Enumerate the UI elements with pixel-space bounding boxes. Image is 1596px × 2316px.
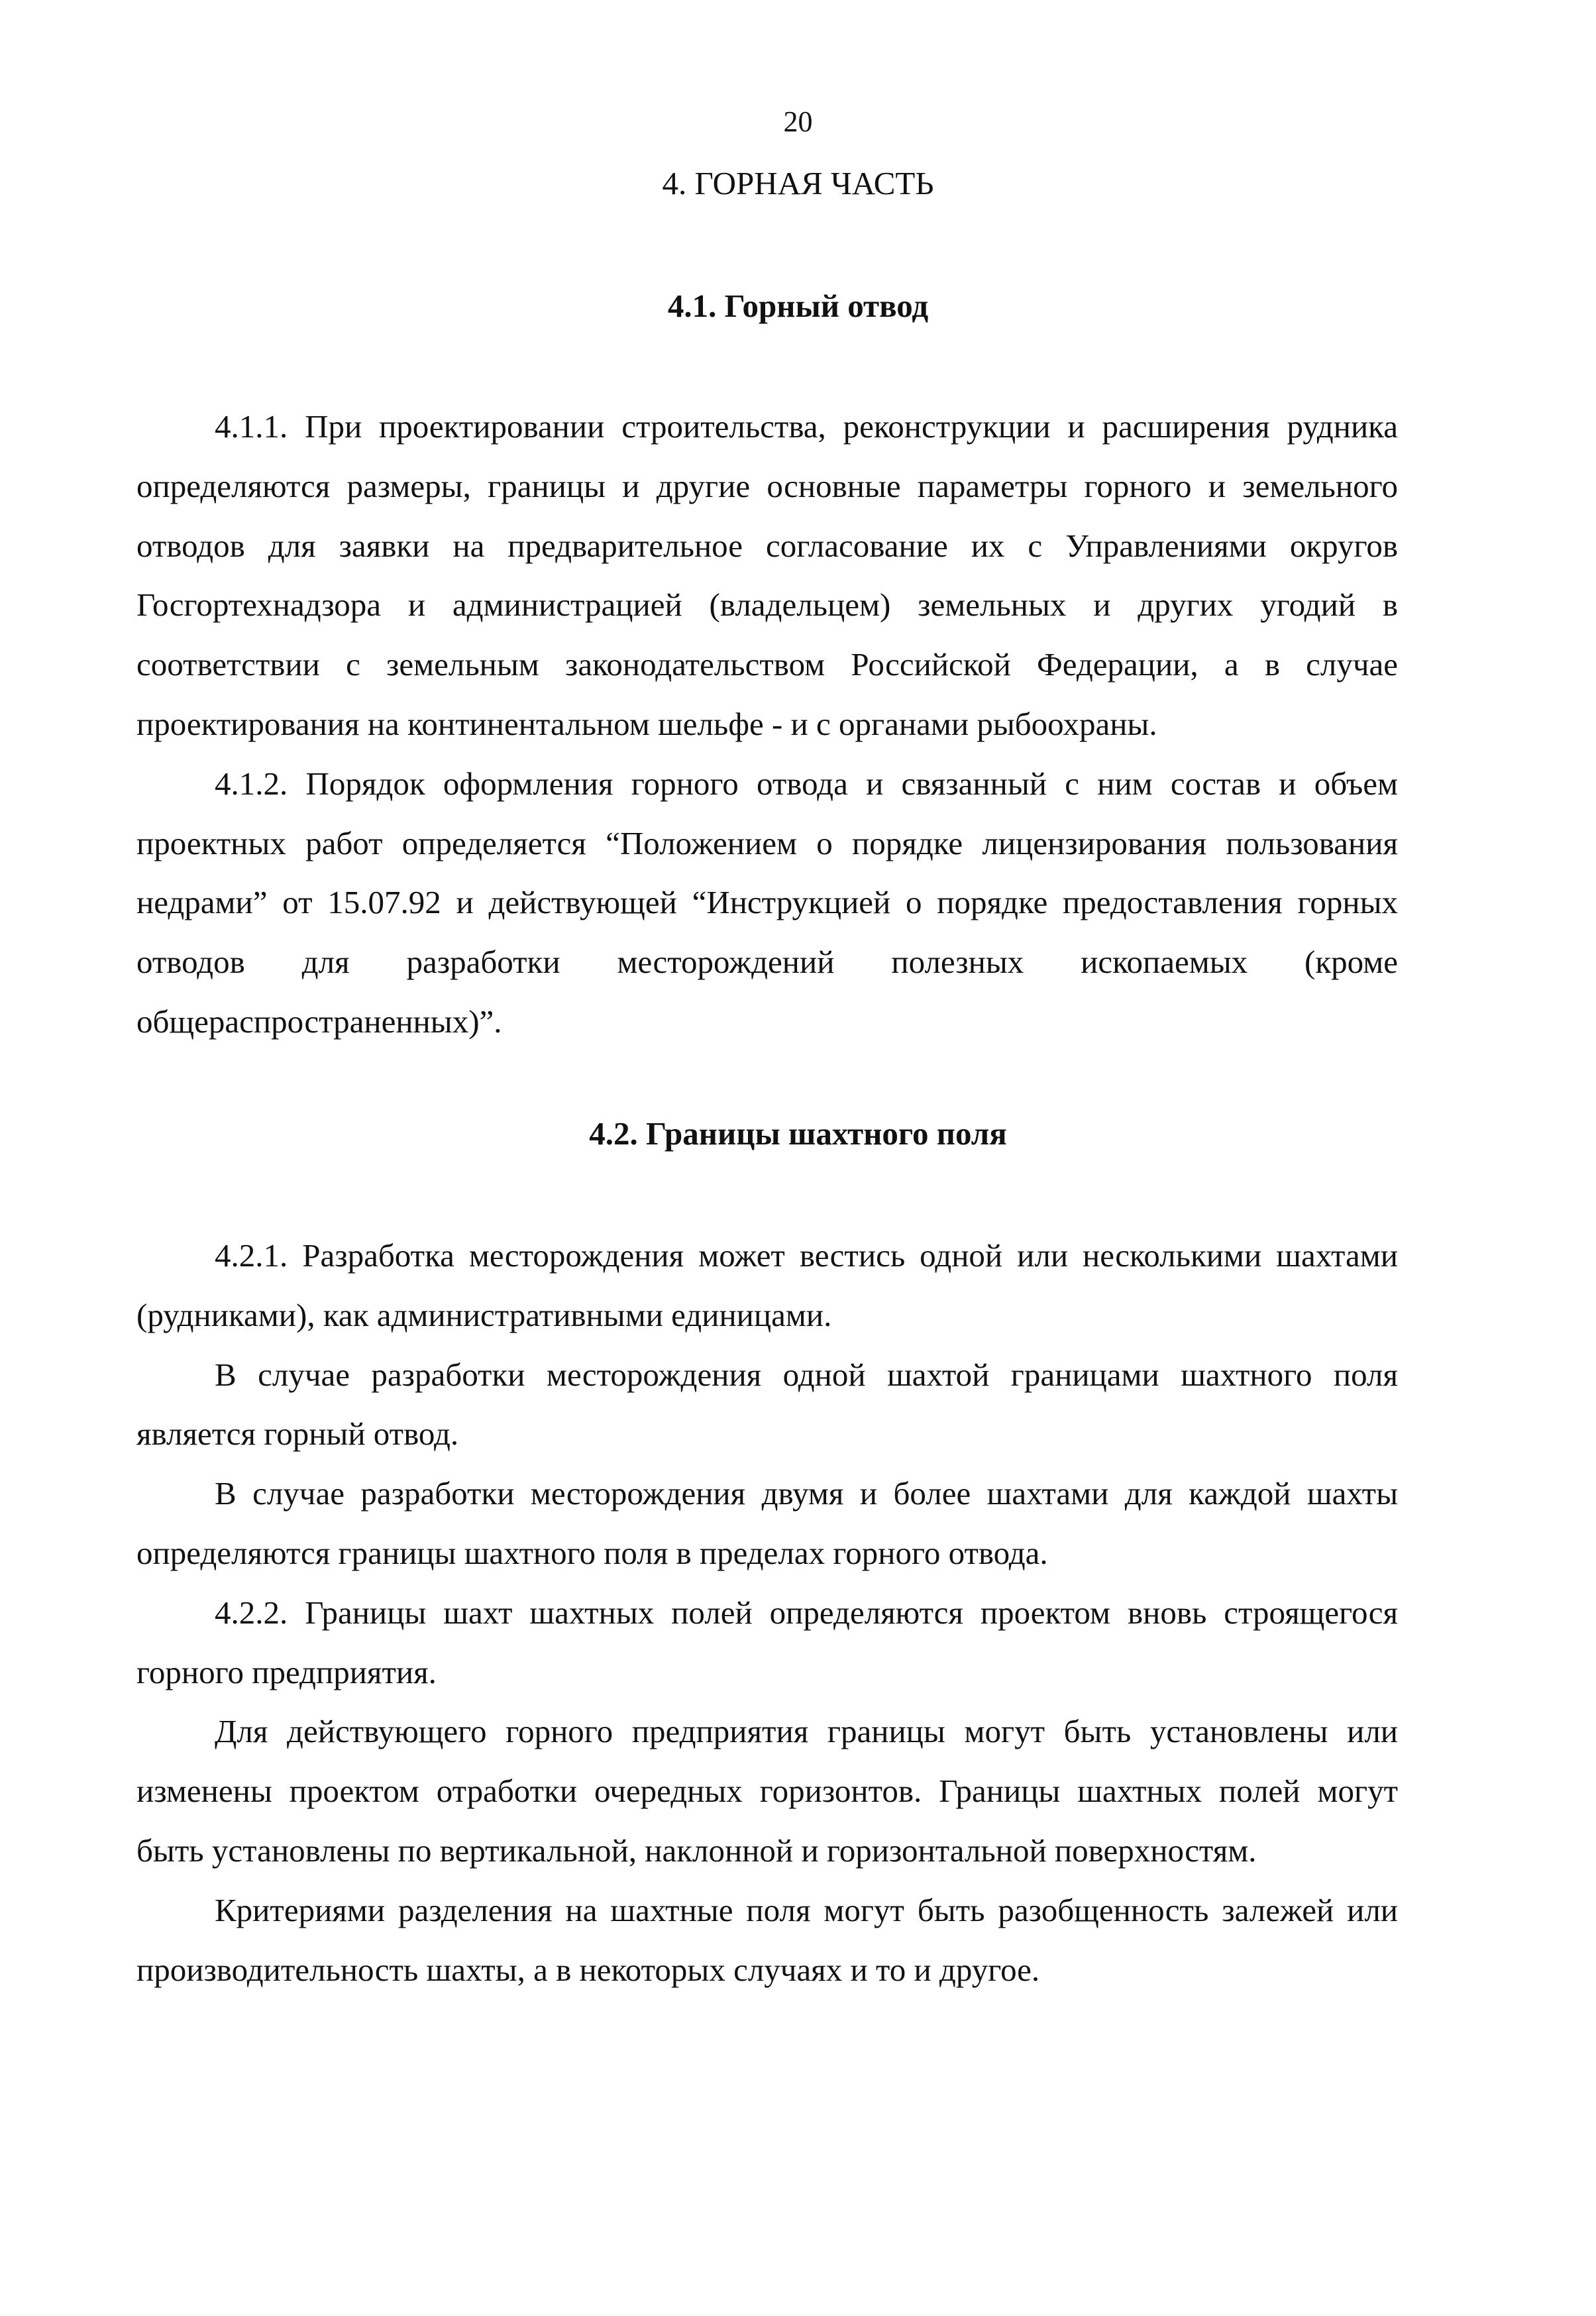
paragraph-operating-enterprise: Для действующего горного предприятия границы могут быть установлены или изменены проектом отработки очередных горизонтов. Границы шахтных полей могут быть установлены по вертикальной, наклонной и горизонтальной поверхностям.: [136, 1713, 1398, 1869]
paragraph-4-1-2: 4.1.2. Порядок оформления горного отвода и связанный с ним состав и объем проектных работ определяется “Положением о порядке лицензирования пользования недрами” от 15.07.92 и действующей “Инструкцией о порядке предоставления горных отводов для разработки месторождений полезных ископаемых (кроме общераспространенных)”.: [136, 765, 1398, 1040]
section-4-1-body: [136, 397, 1398, 1052]
paragraph-4-2-2: 4.2.2. Границы шахт шахтных полей определяются проектом вновь строящегося горного предприятия.: [136, 1594, 1398, 1690]
chapter-title: 4. ГОРНАЯ ЧАСТЬ: [662, 165, 934, 201]
paragraph-4-1-1: 4.1.1. При проектировании строительства, реконструкции и расширения рудника определяются размеры, границы и другие основные параметры горного и земельного отводов для заявки на предварительное согласование их с Управлениями округов Госгортехнадзора и администрацией (владельцем) земельных и других угодий в соответствии с земельным законодательством Российской Федерации, а в случае проектирования на континентальном шельфе - и с органами рыбоохраны.: [136, 408, 1398, 742]
paragraph-multiple-mines: В случае разработки месторождения двумя и более шахтами для каждой шахты определяются границы шахтного поля в пределах горного отвода.: [136, 1475, 1398, 1571]
section-title-4-1: 4.1. Горный отвод: [667, 288, 929, 324]
paragraph-4-2-1: 4.2.1. Разработка месторождения может вестись одной или несколькими шахтами (рудниками), как административными единицами.: [136, 1237, 1398, 1333]
paragraph-single-mine: В случае разработки месторождения одной шахтой границами шахтного поля является горный отвод.: [136, 1356, 1398, 1453]
section-4-2-body: [136, 1226, 1398, 1999]
paragraph-criteria: Критериями разделения на шахтные поля могут быть разобщенность залежей или производительность шахты, а в некоторых случаях и то и другое.: [136, 1891, 1398, 1988]
section-title-4-2: 4.2. Границы шахтного поля: [589, 1115, 1007, 1152]
page-number: 20: [783, 105, 813, 138]
